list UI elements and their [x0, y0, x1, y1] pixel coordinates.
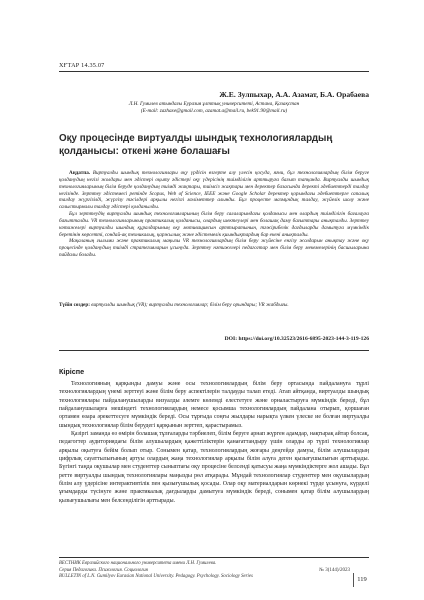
- introduction-heading: Кіріспе: [59, 367, 85, 376]
- article-title-line-2: қолданысы: откені және болашағы: [59, 146, 230, 157]
- article-title: [59, 132, 349, 158]
- abstract-paragraph-3: Мақаланың ғылыми және практикалық маңызы VR технологиялардың білім беру жүйесіне енгізу жолдарын анықтау және оқу процесінде қолданудың тиімді стратегияларын ұсынуда. Зерттеу нәтижелері педагогтар мен білім беру мекемелерінің басшыларына пайдалы болады.: [59, 238, 369, 259]
- issue-number: № 3(144)/2023: [319, 568, 350, 573]
- journal-footer: [59, 561, 253, 581]
- article-title-line-1: Оқу процесінде виртуалды шындық технологиялардың: [59, 133, 333, 144]
- page-number: 119: [353, 573, 370, 587]
- journal-series-ru: Серия Педагогика. Психология. Социология: [59, 567, 148, 573]
- introduction-paragraph-2: Қазіргі заманда өз өмірін болашақ тұлғаларды тәрбиелеп, білім беруге арнап жүрген адамдар, нақтырақ айтар болсақ, педагогтер аудиториядағы білім алушылардың қажеттіліктерін қанағаттандыру үшін оларды әр түрлі технологиялар арқылы оқытуға бейім болып отыр. Сонымен қатар, технологиялардың жоғары деңгейде дамуы, білім алушылардың цифрлық сауаттылығының артуы олардың жаңа технологиялар арқылы білім алуға деген қызығушылығын арттырады. Бүгінгі таңда оқушылар мен студенттер сыныптағы оқу процесіне белсенді қатысуы жаңа мүмкіндіктерге жол ашады. Бұл ретте виртуалды шындық технологиялары маңызды рөл атқарады. Мұндай технологиялар студенттер мен оқушылардың білім алу үдерісіне интерактивтілік пен қызығушылық қосады. Олар оқу материалдарын көрнекі түрде ұсынуға, күрделі ұғымдарды түсінуге және практикалық дағдыларды дамытуға мүмкіндік береді, сонымен қатар білім алушылардың қызығушылығы мен белсенділігін арттырады.: [59, 431, 369, 504]
- keywords-text: виртуалды шындық (VR); виртуалды технологиялар; білім беру орындары; VR жабдығы.: [91, 302, 289, 308]
- doi-link[interactable]: DOI: https://doi.org/10.32523/2616-6895-2023-144-3-119-126: [224, 336, 369, 342]
- header-rule: [59, 71, 369, 72]
- abstract-text-1: Виртуалды шындық технологиялары оқу үрдісін өзгерте алу үлесін қосуда, яғни, бұл технологиялардың білім беруге қолданудың негізі жолдары мен әдістері оқыту әдістері оқу үдерісінің тиімділігін арттыруға бағыт тапқанда. Виртуалды шындық технологияларының білім беруде қолданудың тиімді жақтары, тиімсіз жақтары мен деректер базасында деректі әдебиеттерді талдау негізінде. Зерттеу әдістемесі ретінде Scopus, Web of Science, IEEE және Google Scholar деректер қорындағы әдебиеттерге сапалық талдау жүргізілді, жүргізу тәсілдері арқылы негізгі мәліметтер алынды. Бұл процесте мазмұндық талдау, жүйелік шолу және салыстырмалы талдау әдістері қолданылды.: [59, 170, 369, 211]
- introduction-body: [59, 380, 369, 505]
- affiliation-emails: (E-mail: zazhaxe@gmail.com, azamat.a@mail.ru, bek91.90@mail.ru): [140, 108, 288, 114]
- keywords: [59, 302, 369, 309]
- affiliation-line-1: Л.Н. Гумилев атындағы Еуразия ұлттық университеті, Астана, Қазақстан: [128, 101, 300, 107]
- abstract-paragraph-2: Бұл зерттеудің виртуалды шындық технологияларының білім беру салаларындағы қолданысы мен олардың тиімділігін бағалауға бағытталды. VR технологияларының практикалық қолданысы, олардың шектеулері мен болашақ даму бағыттары анықталды. Зерттеу нәтижелері виртуалды шындық құралдарының оқу мотивациясын арттыратынын, тәжірибелік дағдыларды дамытуға мүмкіндік беретінін көрсетті, сондай-ақ техникалық, қаржылық және әдістемелік қиындықтардың бар екені анықталды.: [59, 211, 369, 238]
- mrnti-code: ХҒТАР 14.35.07: [59, 62, 105, 69]
- authors: Ж.Е. Зулпыхар, А.А. Азамат, Б.А. Орабаева: [219, 90, 369, 99]
- doi-rule: [59, 350, 369, 351]
- abstract: [59, 170, 369, 259]
- affiliation: [59, 101, 369, 115]
- journal-name-ru: ВЕСТНИК Евразийского национального университета имени Л.Н. Гумилева.: [59, 561, 217, 566]
- footer-rule: [59, 557, 369, 558]
- abstract-paragraph-1: [59, 170, 369, 211]
- introduction-paragraph-1: Технологияның қарқынды дамуы және осы технологиялардың білім беру ортасында пайдалануға тұрлі технологиялардың үнемі зерттеуі және білім беру аспектілерін талдауды талап етеді. Атап айтқанда, виртуалды шындық технологиялары пайдаланушыларды визуалды әлемге көлемді елестетуге және орналастыруға мүмкіндік береді, бұл пайдаланушыларға мешіндеті технологиялардың немесе қосымша технологиялардың пайдалана отырып, қоршаған ортамен өзара әрекеттесуге мүмкіндік береді. Осы тұрғыда соңғы жылдары нарықта үлкен үлеске ие болған виртуалды шындық технологиялар білім берудегі қарқынын зерттеп, қарастырамыз.: [59, 381, 369, 429]
- journal-name-en: BULLETIN of L.N. Gumilyov Eurasian National University. Pedagogy. Psychology. Sociology Series: [59, 574, 253, 579]
- keywords-label: Түйін сөздер:: [59, 302, 90, 308]
- abstract-label: Аңдатпа.: [69, 170, 91, 176]
